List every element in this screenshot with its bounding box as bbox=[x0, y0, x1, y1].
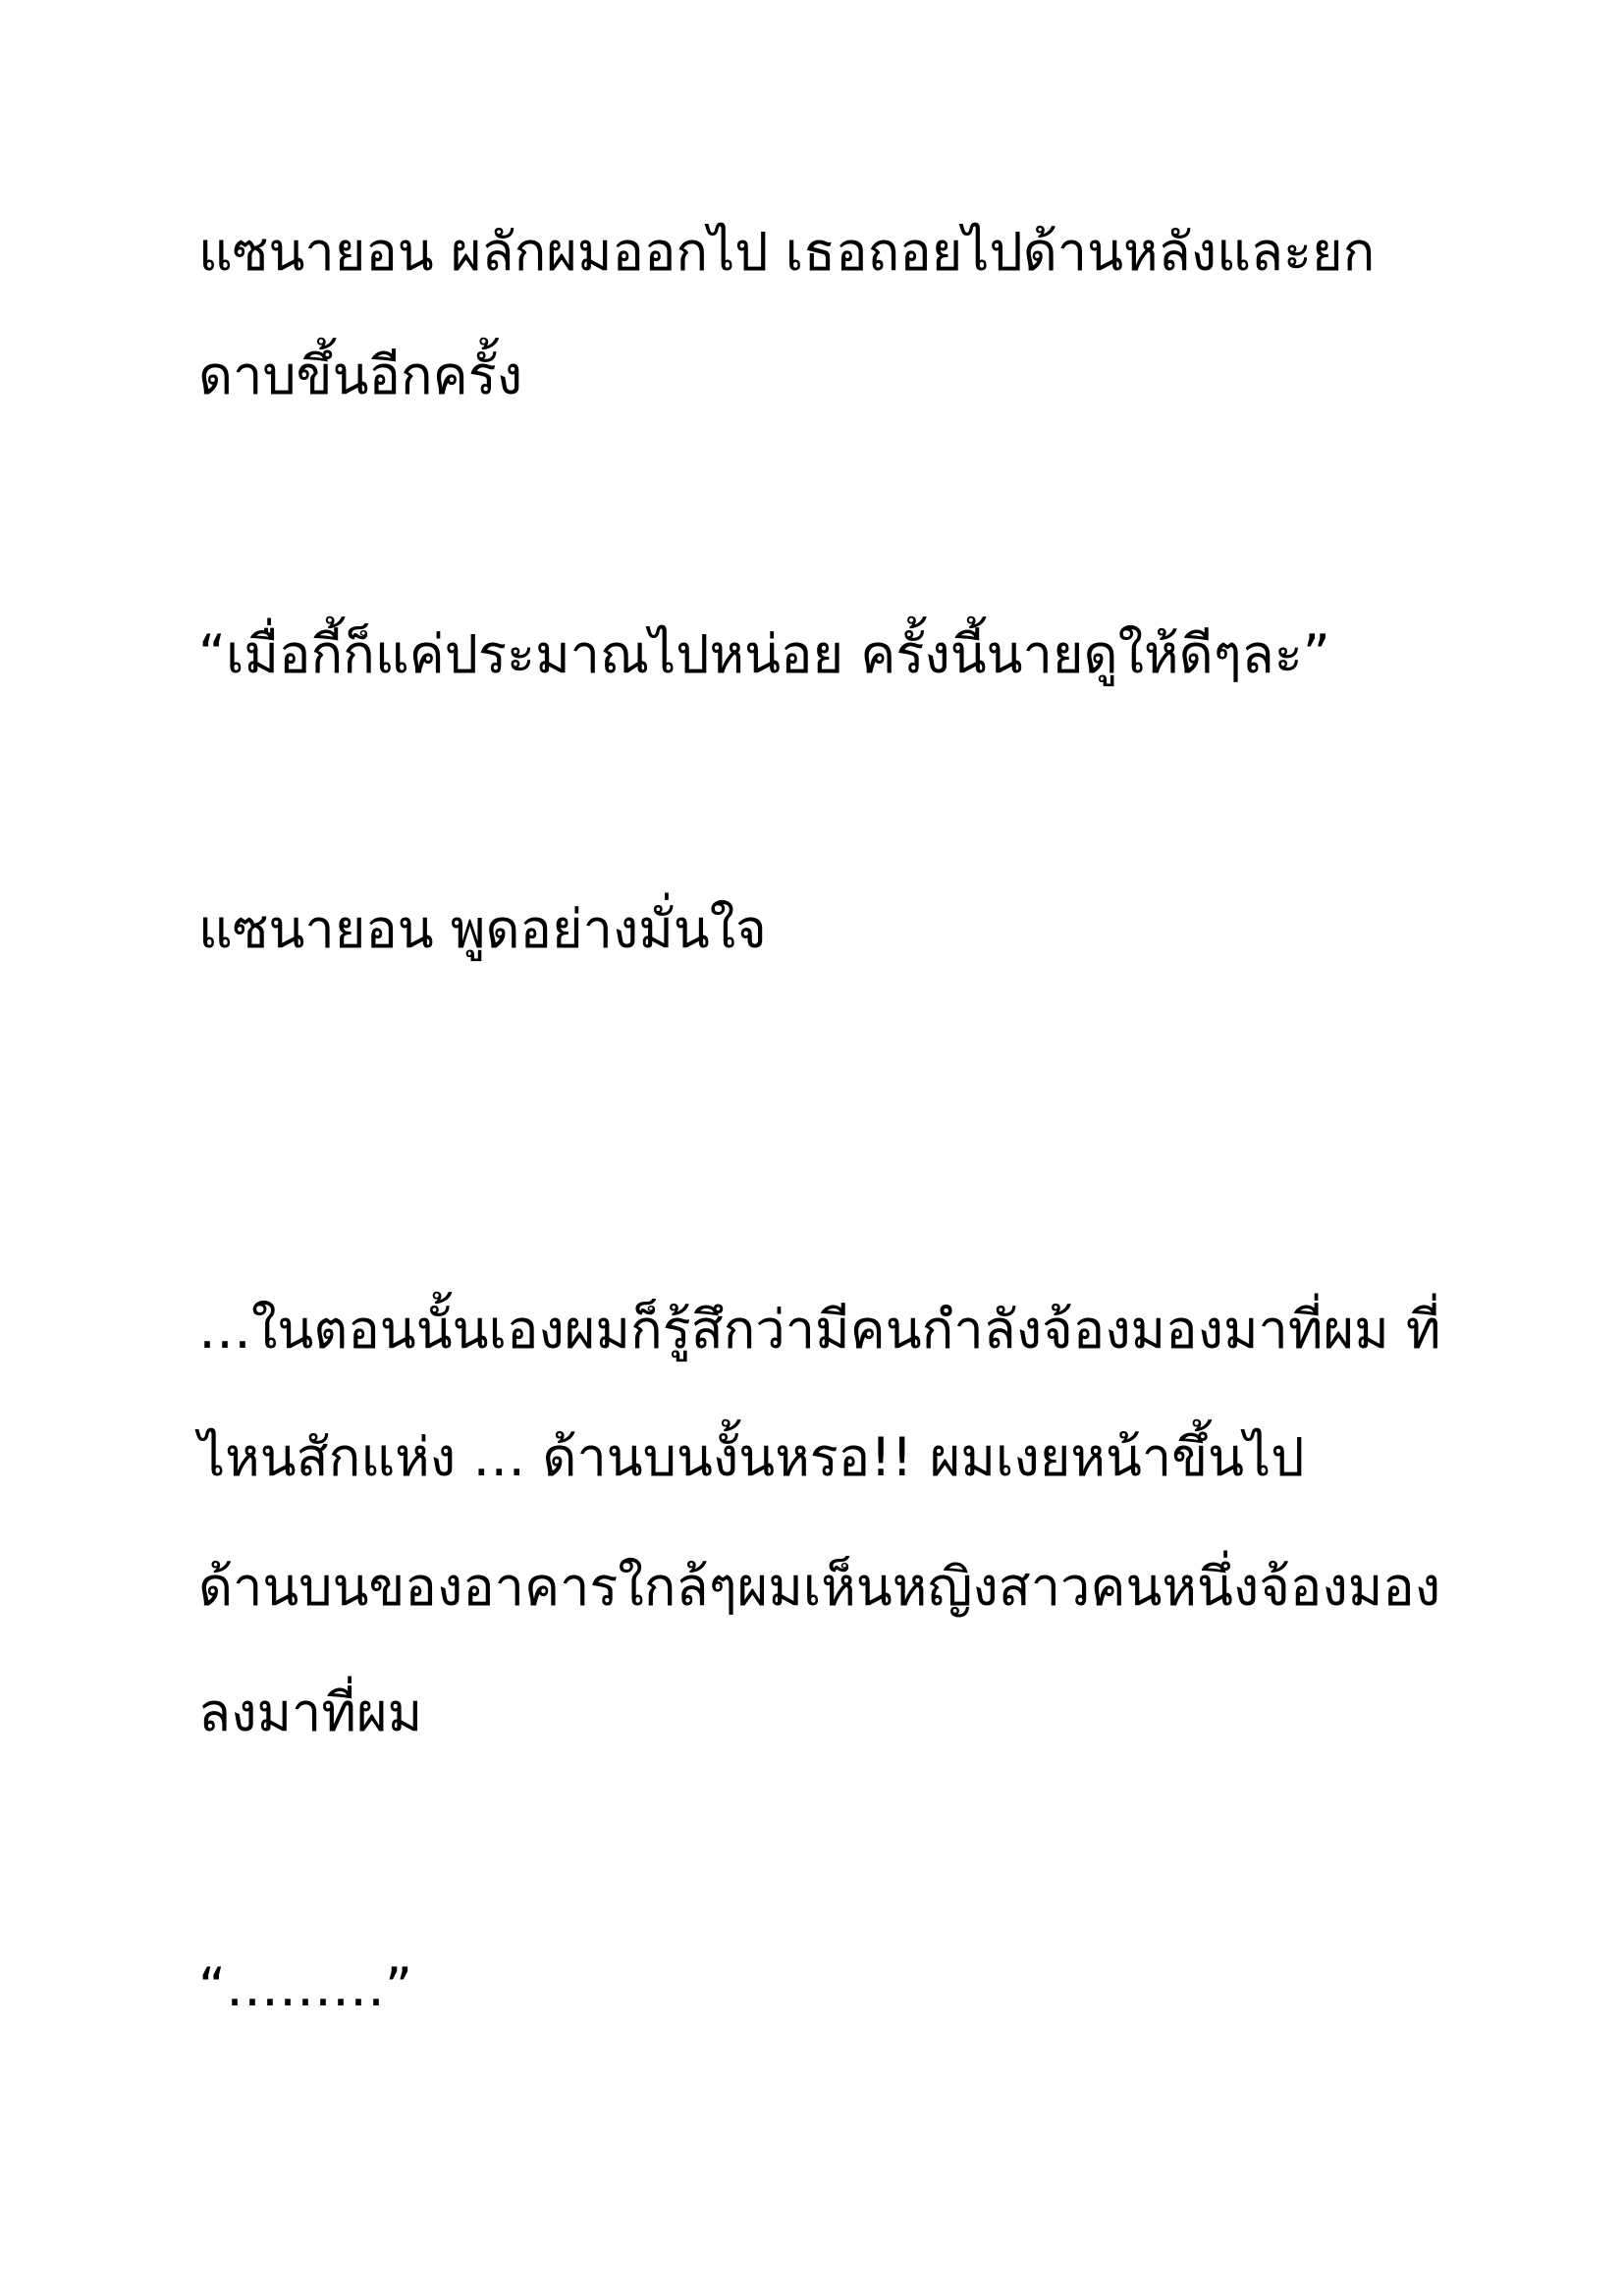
ellipsis-dialogue: “………” bbox=[198, 1956, 412, 2018]
dialogue-line-1: “เมื่อกี้ก็แค่ประมาณไปหน่อย ครั้งนี้นายดูให้ดีๆละ” bbox=[198, 623, 1330, 685]
paragraph-4-line-3: ด้านบนของอาคารใกล้ๆผมเห็นหญิงสาวคนหนึ่งจ้องมอง bbox=[198, 1556, 1441, 1618]
paragraph-1-line-2: ดาบขึ้นอีกครั้ง bbox=[198, 345, 523, 406]
paragraph-1-line-1: แซนายอน ผลักผมออกไป เธอถอยไปด้านหลังและยก bbox=[198, 221, 1376, 283]
paragraph-4-line-1: …ในตอนนั้นเองผมก็รู้สึกว่ามีคนกำลังจ้องมองมาที่ผม ที่ bbox=[198, 1299, 1441, 1361]
paragraph-4-line-2: ไหนสักแห่ง … ด้านบนงั้นหรอ!! ผมเงยหน้าขึ้นไป bbox=[198, 1426, 1305, 1488]
paragraph-3-line-1: แซนายอน พูดอย่างมั่นใจ bbox=[198, 898, 767, 960]
paragraph-4-line-4: ลงมาที่ผม bbox=[198, 1682, 423, 1743]
